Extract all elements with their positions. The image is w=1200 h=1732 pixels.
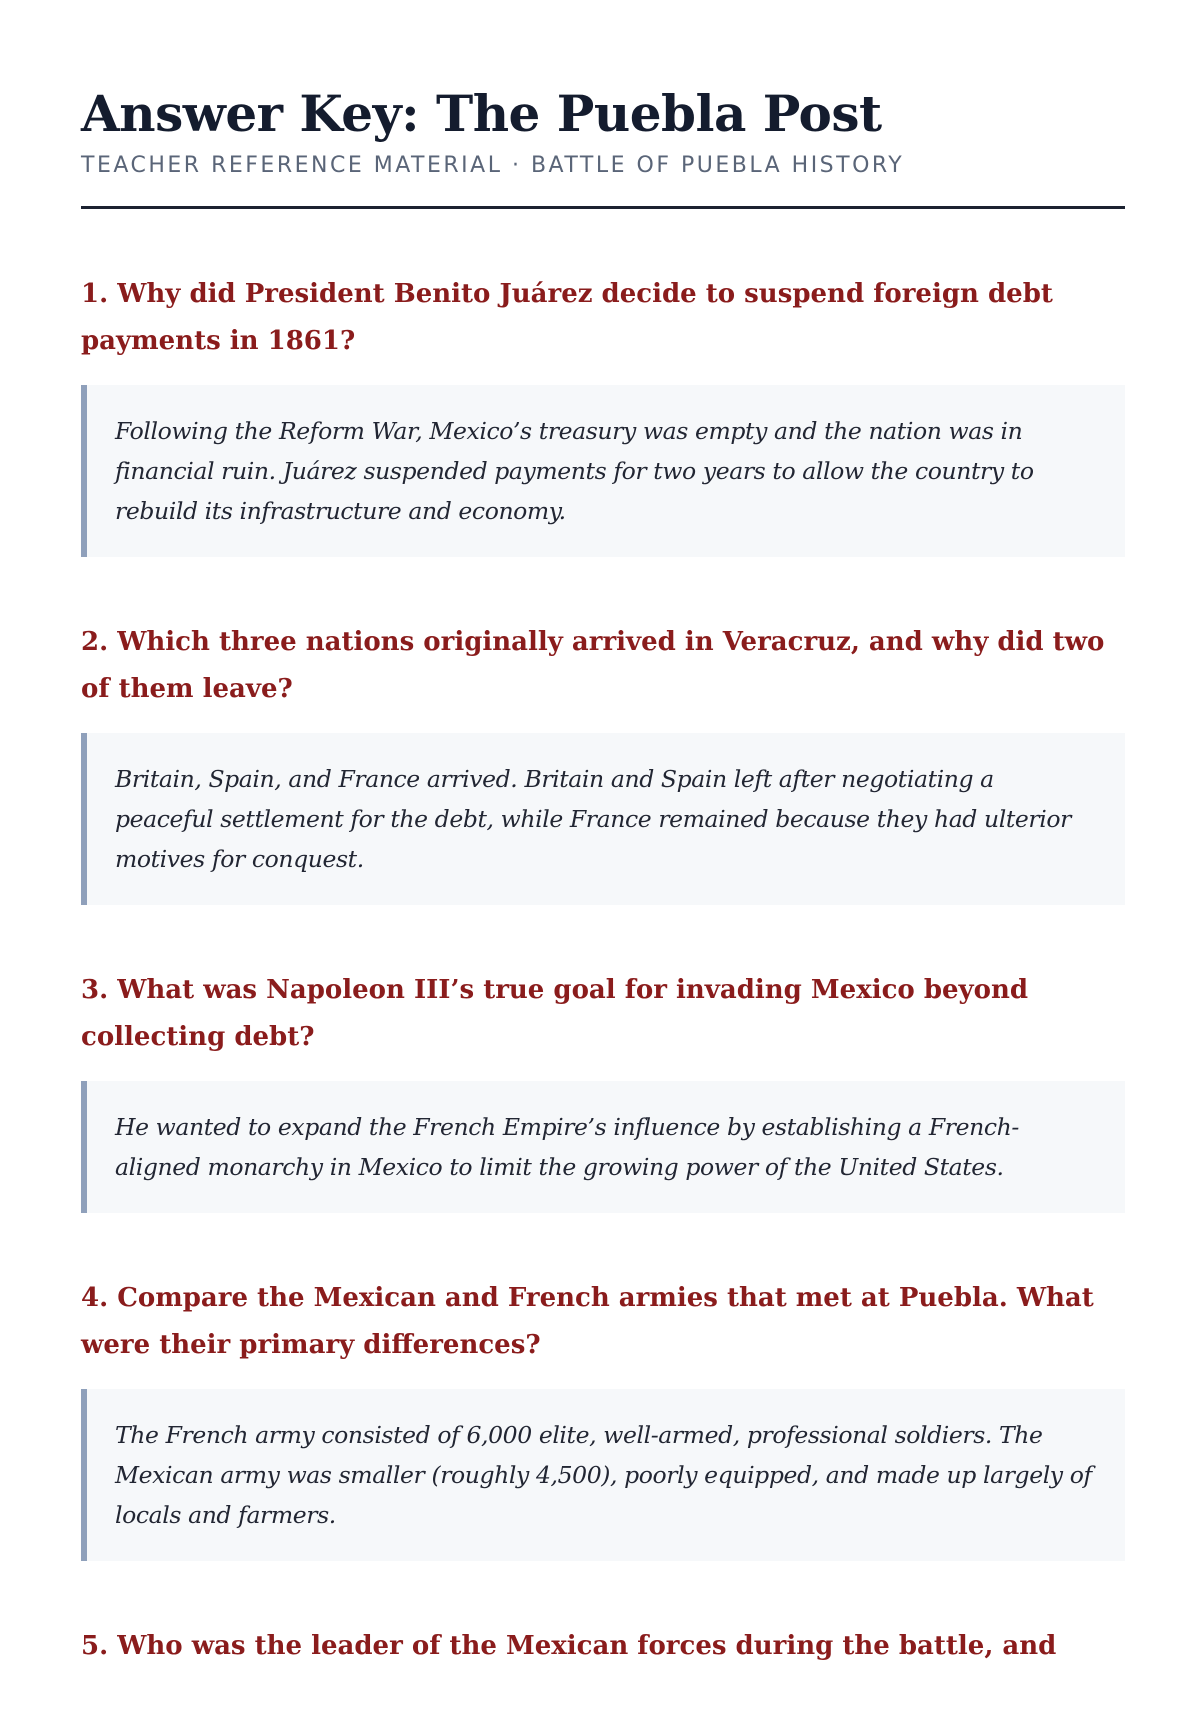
question-text: 4. Compare the Mexican and French armies that met at Puebla. What were their primary differences? <box>81 1283 1094 1360</box>
page-subtitle: TEACHER REFERENCE MATERIAL · BATTLE OF PUEBLA HISTORY <box>81 153 905 178</box>
header-divider <box>81 206 1125 209</box>
question-block-2 <box>81 619 1125 905</box>
question-text: 2. Which three nations originally arrived in Veracruz, and why did two of them leave? <box>81 627 1105 704</box>
answer-box <box>81 1081 1125 1213</box>
answer-key-page <box>81 84 1125 1732</box>
answer-box <box>81 1389 1125 1561</box>
answer-text: He wanted to expand the French Empire’s influence by establishing a French-aligned monarchy in Mexico to limit the growing power of the United States. <box>115 1113 1019 1181</box>
question-list <box>81 271 1125 1670</box>
answer-text: Britain, Spain, and France arrived. Britain and Spain left after negotiating a peaceful settlement for the debt, while France remained because they had ulterior motives for conquest. <box>115 765 1071 873</box>
question-text: 3. What was Napoleon III’s true goal for invading Mexico beyond collecting debt? <box>81 975 1029 1052</box>
answer-box <box>81 385 1125 557</box>
answer-text: The French army consisted of 6,000 elite, well-armed, professional soldiers. The Mexican army was smaller (roughly 4,500), poorly equipped, and made up largely of locals and farmers. <box>115 1421 1092 1529</box>
question-block-4 <box>81 1275 1125 1561</box>
question-block-5 <box>81 1623 1125 1670</box>
question-text: 1. Why did President Benito Juárez decide to suspend foreign debt payments in 1861? <box>81 279 1053 356</box>
question-block-1 <box>81 271 1125 557</box>
answer-text: Following the Reform War, Mexico’s treasury was empty and the nation was in financial ruin. Juárez suspended payments for two years to allow the country to rebuild its infrastructure and economy. <box>115 417 1034 525</box>
answer-box <box>81 733 1125 905</box>
page-title: Answer Key: The Puebla Post <box>81 84 882 143</box>
question-block-3 <box>81 967 1125 1213</box>
question-text: 5. Who was the leader of the Mexican forces during the battle, and <box>81 1631 1057 1661</box>
